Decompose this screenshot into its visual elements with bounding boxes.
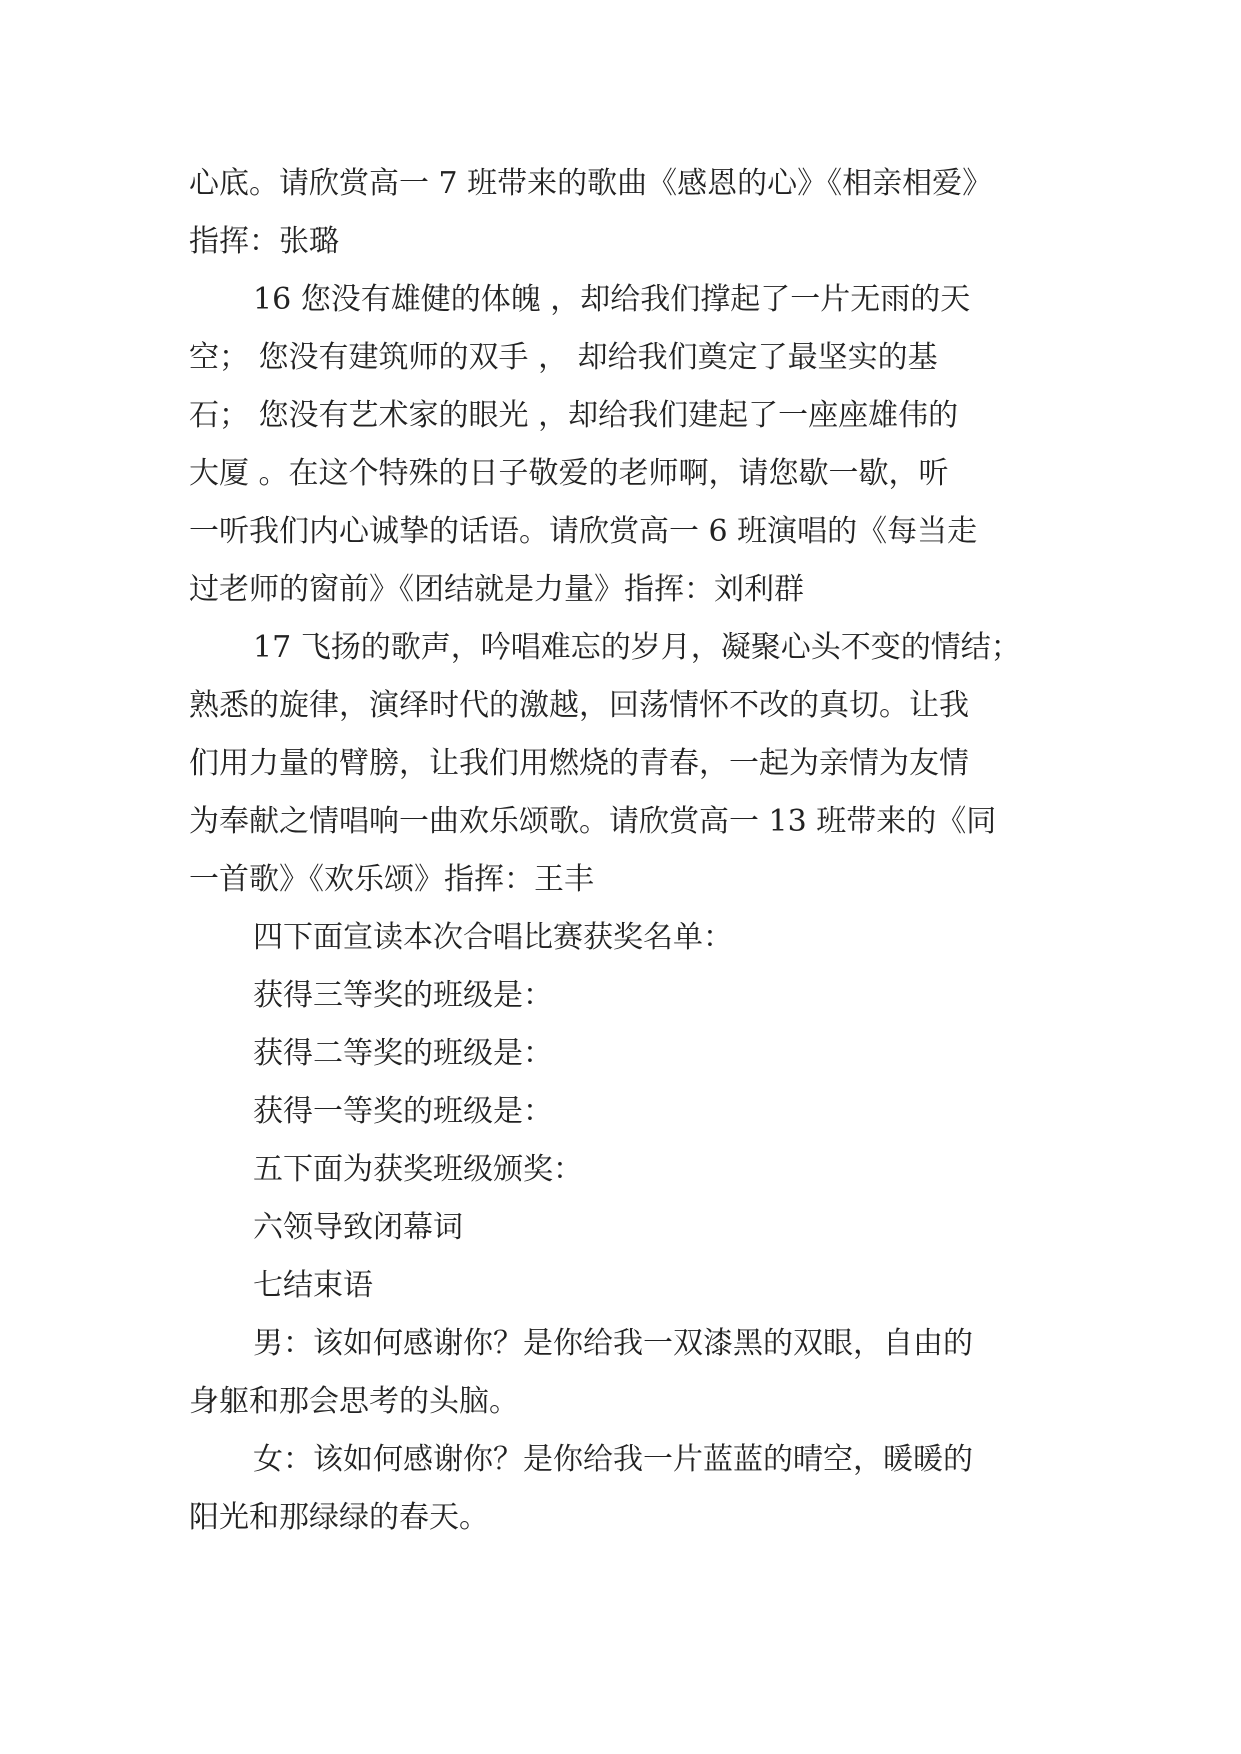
text-line: 一听我们内心诚挚的话语。请欣赏高一 6 班演唱的《每当走 bbox=[189, 514, 978, 549]
text-line: 过老师的窗前》《团结就是力量》指挥：刘利群 bbox=[189, 572, 804, 607]
paragraph bbox=[189, 1431, 1069, 1547]
text-line: 阳光和那绿绿的春天。 bbox=[189, 1500, 489, 1535]
text-line: 一首歌》《欢乐颂》指挥：王丰 bbox=[189, 862, 594, 897]
text-line: 获得二等奖的班级是： bbox=[253, 1036, 553, 1071]
text-line: 获得三等奖的班级是： bbox=[253, 978, 553, 1013]
text-line: 获得一等奖的班级是： bbox=[253, 1094, 553, 1129]
document-body bbox=[189, 155, 1069, 1547]
paragraph bbox=[189, 1199, 1069, 1257]
text-line: 六领导致闭幕词 bbox=[253, 1210, 463, 1245]
text-line: 五下面为获奖班级颁奖： bbox=[253, 1152, 583, 1187]
text-line: 大厦 。在这个特殊的日子敬爱的老师啊，请您歇一歇，听 bbox=[189, 456, 949, 491]
paragraph bbox=[189, 909, 1069, 967]
text-line: 指挥：张璐 bbox=[189, 224, 339, 259]
text-line: 空； 您没有建筑师的双手 ， 却给我们奠定了最坚实的基 bbox=[189, 340, 938, 375]
text-line: 们用力量的臂膀，让我们用燃烧的青春，一起为亲情为友情 bbox=[189, 746, 969, 781]
paragraph bbox=[189, 155, 1069, 271]
paragraph bbox=[189, 1025, 1069, 1083]
paragraph bbox=[189, 1083, 1069, 1141]
paragraph bbox=[189, 271, 1069, 619]
text-line: 石； 您没有艺术家的眼光 ，却给我们建起了一座座雄伟的 bbox=[189, 398, 959, 433]
text-line: 心底。请欣赏高一 7 班带来的歌曲《感恩的心》《相亲相爱》 bbox=[189, 166, 993, 201]
paragraph bbox=[189, 619, 1069, 909]
text-line: 16 您没有雄健的体魄 ，却给我们撑起了一片无雨的天 bbox=[253, 282, 971, 317]
paragraph bbox=[189, 1141, 1069, 1199]
text-line: 七结束语 bbox=[253, 1268, 373, 1303]
text-line: 为奉献之情唱响一曲欢乐颂歌。请欣赏高一 13 班带来的《同 bbox=[189, 804, 997, 839]
paragraph bbox=[189, 967, 1069, 1025]
text-line: 男：该如何感谢你？是你给我一双漆黑的双眼，自由的 bbox=[253, 1326, 973, 1361]
text-line: 女：该如何感谢你？是你给我一片蓝蓝的晴空，暖暖的 bbox=[253, 1442, 973, 1477]
text-line: 四下面宣读本次合唱比赛获奖名单： bbox=[253, 920, 733, 955]
paragraph bbox=[189, 1315, 1069, 1431]
text-line: 身躯和那会思考的头脑。 bbox=[189, 1384, 519, 1419]
text-line: 熟悉的旋律，演绎时代的激越，回荡情怀不改的真切。让我 bbox=[189, 688, 969, 723]
paragraph bbox=[189, 1257, 1069, 1315]
text-line: 17 飞扬的歌声，吟唱难忘的岁月，凝聚心头不变的情结； bbox=[253, 630, 1021, 665]
